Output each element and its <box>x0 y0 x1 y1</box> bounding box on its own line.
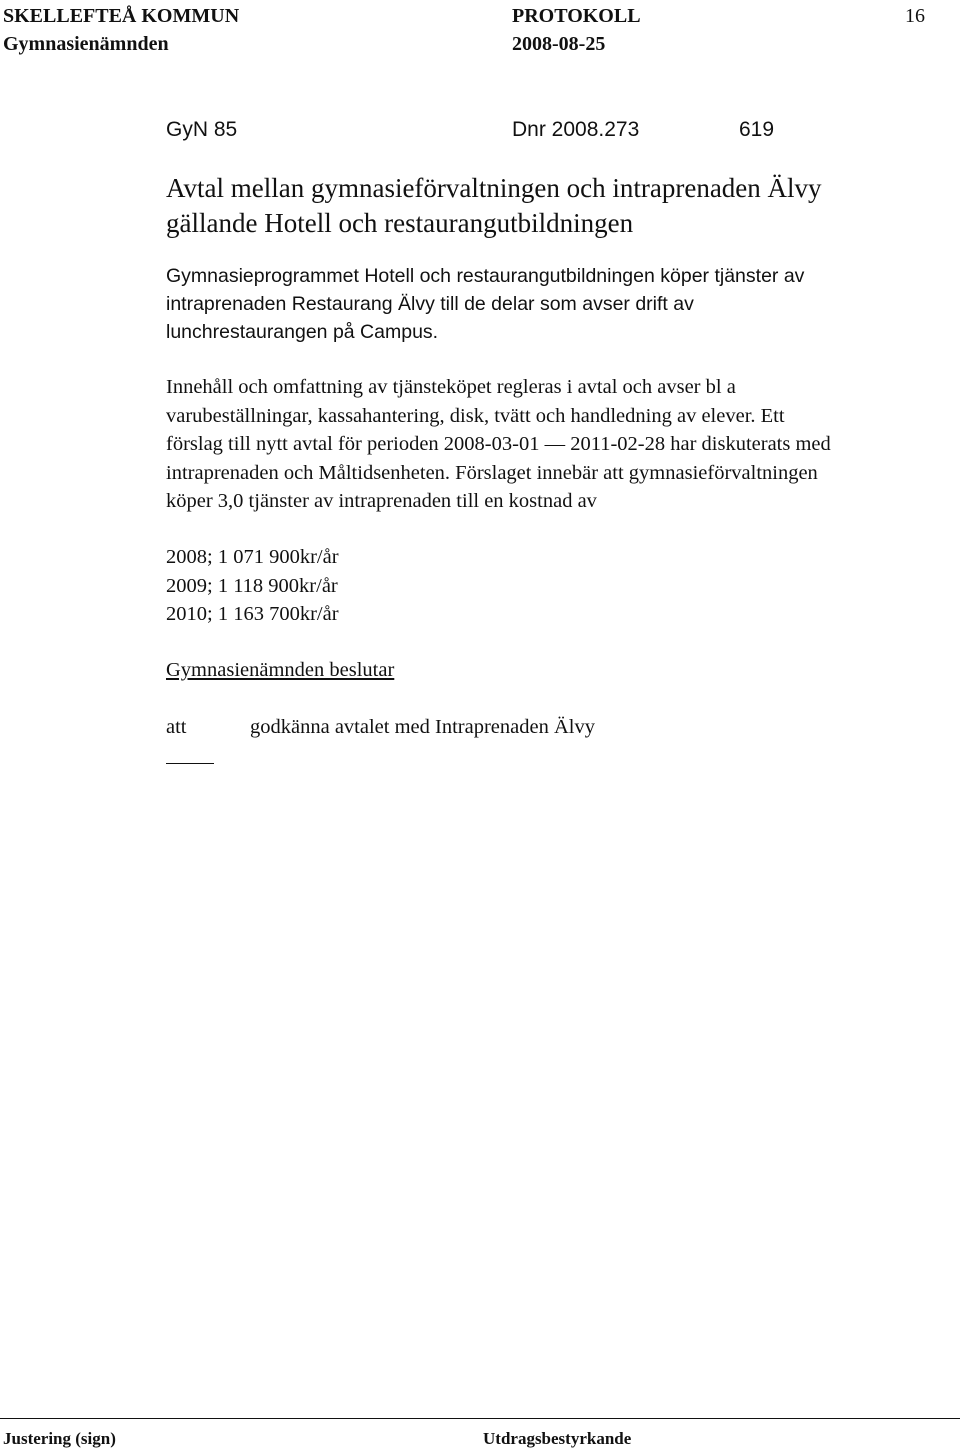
paragraph-number: GyN 85 <box>166 118 238 141</box>
footer-utdragsbestyrkande: Utdragsbestyrkande <box>483 1429 632 1448</box>
paragraph-line: köper 3,0 tjänster av intraprenaden till en kostnad av <box>166 490 597 513</box>
decision-text: godkänna avtalet med Intraprenaden Älvy <box>250 716 595 738</box>
paragraph-line: Gymnasieprogrammet Hotell och restaurangutbildningen köper tjänster av <box>166 265 805 287</box>
archive-code: 619 <box>739 118 775 141</box>
title-line: Avtal mellan gymnasieförvaltningen och intraprenaden Älvy <box>166 173 822 203</box>
organization-name: SKELLEFTEÅ KOMMUN <box>3 5 240 27</box>
paragraph-line: Innehåll och omfattning av tjänsteköpet regleras i avtal och avser bl a <box>166 376 736 398</box>
intro-paragraph <box>166 262 804 346</box>
diary-number: Dnr 2008.273 <box>512 118 640 141</box>
meeting-date: 2008-08-25 <box>512 33 606 55</box>
scope-paragraph <box>166 373 831 516</box>
title-line: gällande Hotell och restaurangutbildningen <box>166 208 634 238</box>
committee-name: Gymnasienämnden <box>3 33 169 55</box>
paragraph-line: varubeställningar, kassahantering, disk, tvätt och handledning av elever. Ett <box>166 404 785 427</box>
paragraph-line: lunchrestaurangen på Campus. <box>166 321 439 343</box>
cost-item: 2009; 1 118 900kr/år <box>166 574 338 597</box>
footer-justering: Justering (sign) <box>3 1429 116 1448</box>
page-number: 16 <box>905 5 925 27</box>
cost-item: 2008; 1 071 900kr/år <box>166 546 339 568</box>
cost-list <box>166 543 339 629</box>
paragraph-line: förslag till nytt avtal för perioden 2008-03-01 — 2011-02-28 har diskuterats med <box>166 433 831 456</box>
decision-marker: att <box>166 716 187 738</box>
paragraph-line: intraprenaden och Måltidsenheten. Förslaget innebär att gymnasieförvaltningen <box>166 461 818 484</box>
decision-heading: Gymnasienämnden beslutar <box>166 659 395 681</box>
document-type: PROTOKOLL <box>512 5 641 27</box>
decision-underline <box>166 763 214 764</box>
document-title <box>166 171 822 241</box>
cost-item: 2010; 1 163 700kr/år <box>166 603 339 626</box>
paragraph-line: intraprenaden Restaurang Älvy till de delar som avser drift av <box>166 293 694 315</box>
footer-divider <box>0 1418 960 1419</box>
